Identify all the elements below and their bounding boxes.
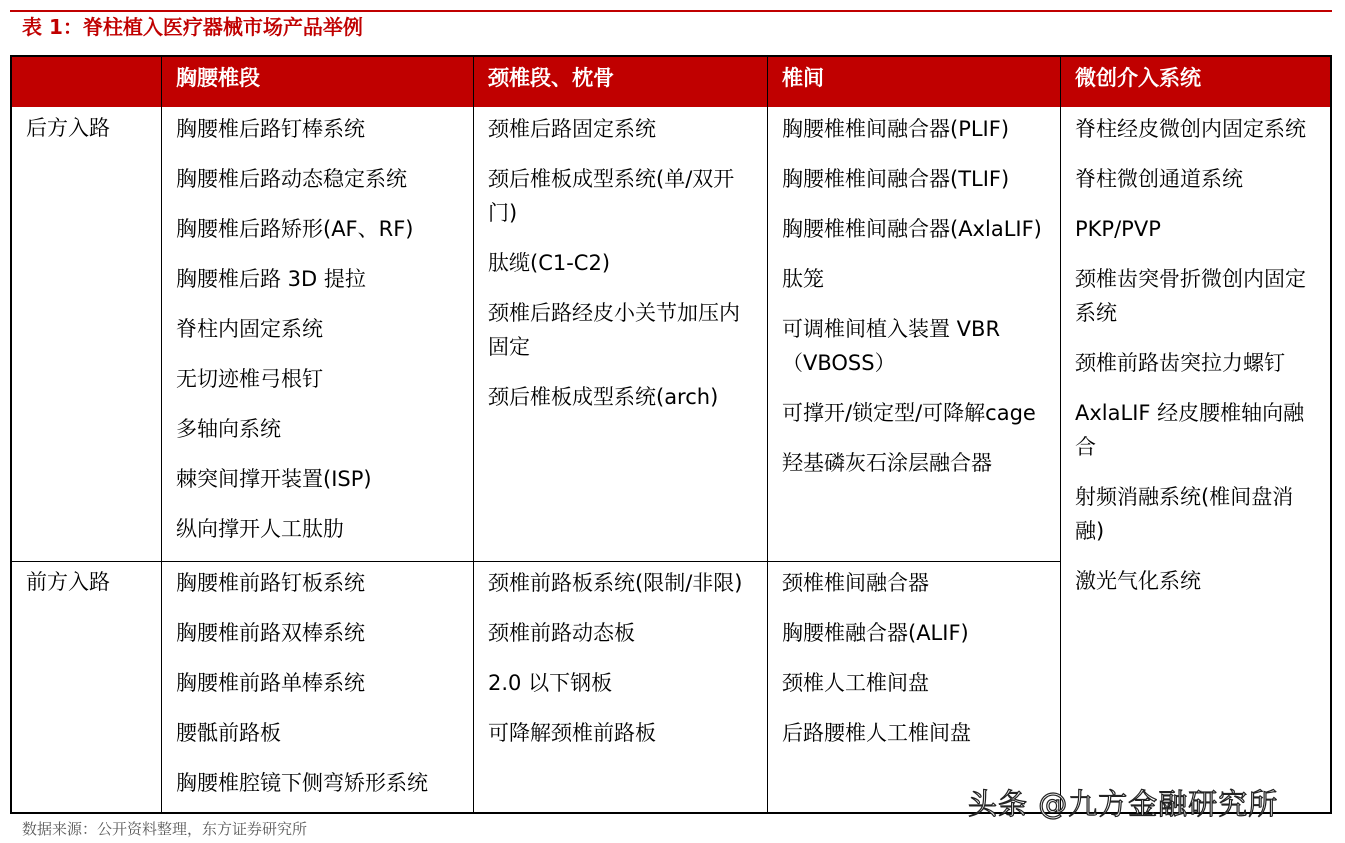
list-item: 激光气化系统 — [1075, 569, 1201, 593]
list-item: 胸腰椎前路单棒系统 — [176, 671, 365, 695]
table-caption: 表 1：脊柱植入医疗器械市场产品举例 — [22, 15, 363, 39]
header-cervical: 颈椎段、枕骨 — [474, 57, 768, 107]
list-item: 2.0 以下钢板 — [488, 671, 613, 695]
list-item: 棘突间撑开装置(ISP) — [176, 467, 372, 491]
list-item: 胸腰椎融合器(ALIF) — [782, 621, 969, 645]
row-label-posterior: 后方入路 — [26, 116, 110, 140]
list-item: 颈椎齿突骨折微创内固定系统 — [1075, 267, 1306, 325]
list-item: 无切迹椎弓根钉 — [176, 367, 323, 391]
list-item: 可撑开/锁定型/可降解cage — [782, 401, 1036, 425]
list-item: 颈后椎板成型系统(arch) — [488, 385, 719, 409]
list-item: AxlaLIF 经皮腰椎轴向融合 — [1075, 401, 1305, 459]
row-label-anterior: 前方入路 — [26, 570, 110, 594]
list-item: 脊柱内固定系统 — [176, 317, 323, 341]
list-item: 后路腰椎人工椎间盘 — [782, 721, 971, 745]
column-divider — [161, 57, 162, 812]
list-item: 脊柱经皮微创内固定系统 — [1075, 117, 1306, 141]
posterior-cervical-list — [474, 109, 768, 430]
column-divider — [767, 57, 768, 812]
list-item: 胸腰椎后路 3D 提拉 — [176, 267, 366, 291]
list-item: 可调椎间植入装置 VBR（VBOSS） — [782, 317, 1001, 375]
minimally-invasive-list — [1061, 109, 1330, 614]
header-cell-empty — [12, 57, 162, 107]
watermark-text: 头条 @九方金融研究所 — [968, 787, 1279, 821]
list-item: PKP/PVP — [1075, 217, 1161, 241]
header-thoracolumbar: 胸腰椎段 — [162, 57, 474, 107]
list-item: 胸腰椎椎间融合器(AxlaLIF) — [782, 217, 1042, 241]
list-item: 肽笼 — [782, 267, 824, 291]
posterior-thoracolumbar-list — [162, 109, 474, 562]
header-interbody: 椎间 — [768, 57, 1061, 107]
list-item: 射频消融系统(椎间盘消融) — [1075, 485, 1294, 543]
list-item: 胸腰椎腔镜下侧弯矫形系统 — [176, 771, 428, 795]
list-item: 纵向撑开人工肽肋 — [176, 517, 344, 541]
list-item: 颈椎人工椎间盘 — [782, 671, 929, 695]
list-item: 肽缆(C1-C2) — [488, 251, 611, 275]
posterior-interbody-list — [768, 109, 1061, 496]
list-item: 颈后椎板成型系统(单/双开门) — [488, 167, 735, 225]
list-item: 颈椎后路经皮小关节加压内固定 — [488, 301, 740, 359]
product-table — [10, 55, 1332, 814]
data-source-note: 数据来源：公开资料整理，东方证券研究所 — [22, 820, 308, 838]
anterior-thoracolumbar-list — [162, 563, 474, 816]
list-item: 颈椎椎间融合器 — [782, 571, 929, 595]
list-item: 胸腰椎后路动态稳定系统 — [176, 167, 407, 191]
list-item: 羟基磷灰石涂层融合器 — [782, 451, 992, 475]
row-divider — [12, 561, 1061, 562]
header-minimally-invasive: 微创介入系统 — [1061, 57, 1330, 107]
list-item: 胸腰椎椎间融合器(PLIF) — [782, 117, 1010, 141]
list-item: 胸腰椎后路矫形(AF、RF) — [176, 217, 414, 241]
list-item: 腰骶前路板 — [176, 721, 281, 745]
list-item: 胸腰椎前路双棒系统 — [176, 621, 365, 645]
column-divider — [1060, 57, 1061, 812]
list-item: 颈椎前路齿突拉力螺钉 — [1075, 351, 1285, 375]
column-divider — [473, 57, 474, 812]
anterior-cervical-list — [474, 563, 768, 766]
list-item: 胸腰椎前路钉板系统 — [176, 571, 365, 595]
list-item: 颈椎前路动态板 — [488, 621, 635, 645]
list-item: 多轴向系统 — [176, 417, 281, 441]
list-item: 可降解颈椎前路板 — [488, 721, 656, 745]
list-item: 脊柱微创通道系统 — [1075, 167, 1243, 191]
list-item: 胸腰椎后路钉棒系统 — [176, 117, 365, 141]
list-item: 胸腰椎椎间融合器(TLIF) — [782, 167, 1010, 191]
list-item: 颈椎后路固定系统 — [488, 117, 656, 141]
list-item: 颈椎前路板系统(限制/非限) — [488, 571, 743, 595]
anterior-interbody-list — [768, 563, 1061, 766]
